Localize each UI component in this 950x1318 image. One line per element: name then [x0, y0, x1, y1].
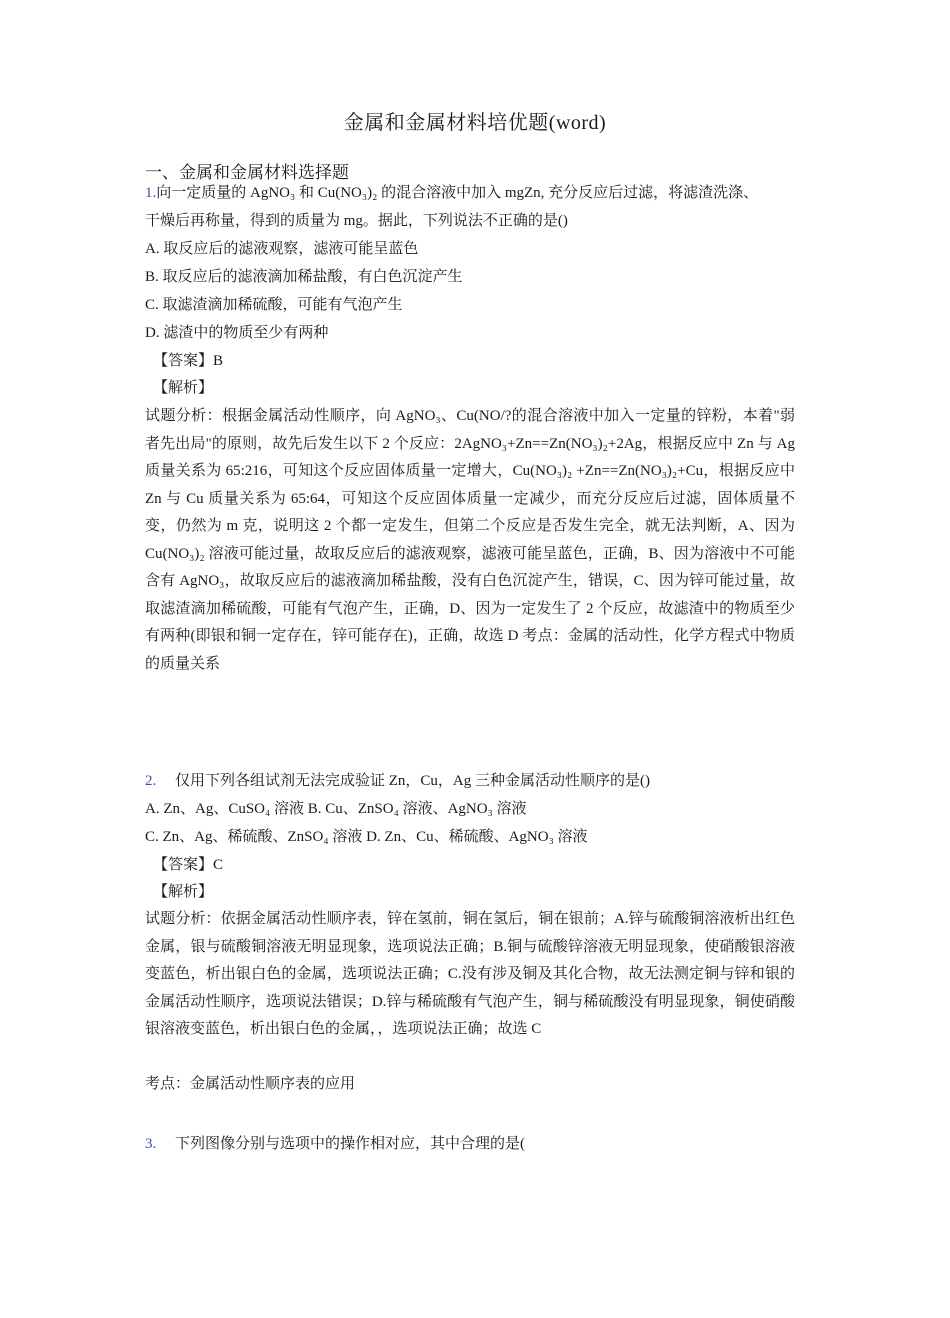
q1-stem-line2: 干燥后再称量，得到的质量为 mg。据此，下列说法不正确的是()	[145, 213, 568, 229]
q1-analysis-label: 【解析】	[153, 380, 214, 396]
q2-kaodian: 考点：金属活动性顺序表的应用	[145, 1076, 356, 1092]
q3-number: 3.	[145, 1136, 157, 1152]
q3-stem	[145, 1137, 525, 1152]
q1-answer: 【答案】B	[153, 353, 224, 369]
q1-option-a: A. 取反应后的滤液观察，滤液可能呈蓝色	[145, 241, 419, 257]
q1-stem-text: 向一定质量的 AgNO₃ 和 Cu(NO₃)₂ 的混合溶液中加入 mgZn, 充分反应后过滤，将滤渣洗涤、	[156, 185, 759, 201]
q1-option-b: B. 取反应后的滤液滴加稀盐酸，有白色沉淀产生	[145, 269, 463, 285]
section-heading: 一、金属和金属材料选择题	[145, 163, 349, 182]
q2-number: 2.	[145, 773, 157, 789]
document-title: 金属和金属材料培优题(word)	[343, 112, 607, 134]
q1-number: 1.	[145, 185, 157, 201]
q1-option-d: D. 滤渣中的物质至少有两种	[145, 325, 329, 341]
q2-analysis-label: 【解析】	[153, 884, 214, 900]
q1-analysis: 试题分析：根据金属活动性顺序，向 AgNO₃、Cu(NO/?的混合溶液中加入一定量的锌粉，本着"弱者先出局"的原则，故先后发生以下 2 个反应：2AgNO₃+Zn==Zn(NO₃)₂+2Ag，根据反应中 Zn 与 Ag 质量关系为 65:216，可知这个反应固体质量一定增大，Cu(NO₃)₂ +Zn==Zn(NO₃)₂+Cu，根据反应中 Zn 与 Cu 质量关系为 65:64，可知这个反应固体质量一定减少，而充分反应后过滤，固体质量不变，仍然为 m 克，说明这 2 个都一定发生，但第二个反应是否发生完全，就无法判断，A、因为 Cu(NO₃)₂ 溶液可能过量，故取反应后的滤液观察，滤液可能呈蓝色，正确，B、因为溶液中不可能含有 AgNO₃，故取反应后的滤液滴加稀盐酸，没有白色沉淀产生，错误，C、因为锌可能过量，故取滤渣滴加稀硫酸，可能有气泡产生，正确，D、因为一定发生了 2 个反应，故滤渣中的物质至少有两种(即银和铜一定存在，锌可能存在)，正确，故选 D 考点：金属的活动性，化学方程式中物质的质量关系	[145, 408, 795, 672]
q1-stem-line1	[145, 186, 758, 201]
q2-stem	[145, 774, 650, 789]
q2-answer: 【答案】C	[153, 857, 224, 873]
q1-option-c: C. 取滤渣滴加稀硫酸，可能有气泡产生	[145, 297, 403, 313]
q2-stem-text: 仅用下列各组试剂无法完成验证 Zn，Cu，Ag 三种金属活动性顺序的是()	[175, 773, 650, 789]
q3-stem-text: 下列图像分别与选项中的操作相对应，其中合理的是(	[175, 1136, 525, 1152]
q2-options-line1: A. Zn、Ag、CuSO₄ 溶液 B. Cu、ZnSO₄ 溶液、AgNO₃ 溶液	[145, 801, 527, 817]
q2-analysis: 试题分析：依据金属活动性顺序表，锌在氢前，铜在氢后，铜在银前；A.锌与硫酸铜溶液析出红色金属，银与硫酸铜溶液无明显现象，选项说法正确；B.铜与硫酸锌溶液无明显现象，使硝酸银溶液变蓝色，析出银白色的金属，选项说法正确；C.没有涉及铜及其化合物，故无法测定铜与锌和银的金属活动性顺序，选项说法错误；D.锌与稀硫酸有气泡产生，铜与稀硫酸没有明显现象，铜使硝酸银溶液变蓝色，析出银白色的金属，，选项说法正确；故选 C	[145, 911, 795, 1037]
q2-options-line2: C. Zn、Ag、稀硫酸、ZnSO₄ 溶液 D. Zn、Cu、稀硫酸、AgNO₃ 溶液	[145, 829, 588, 845]
